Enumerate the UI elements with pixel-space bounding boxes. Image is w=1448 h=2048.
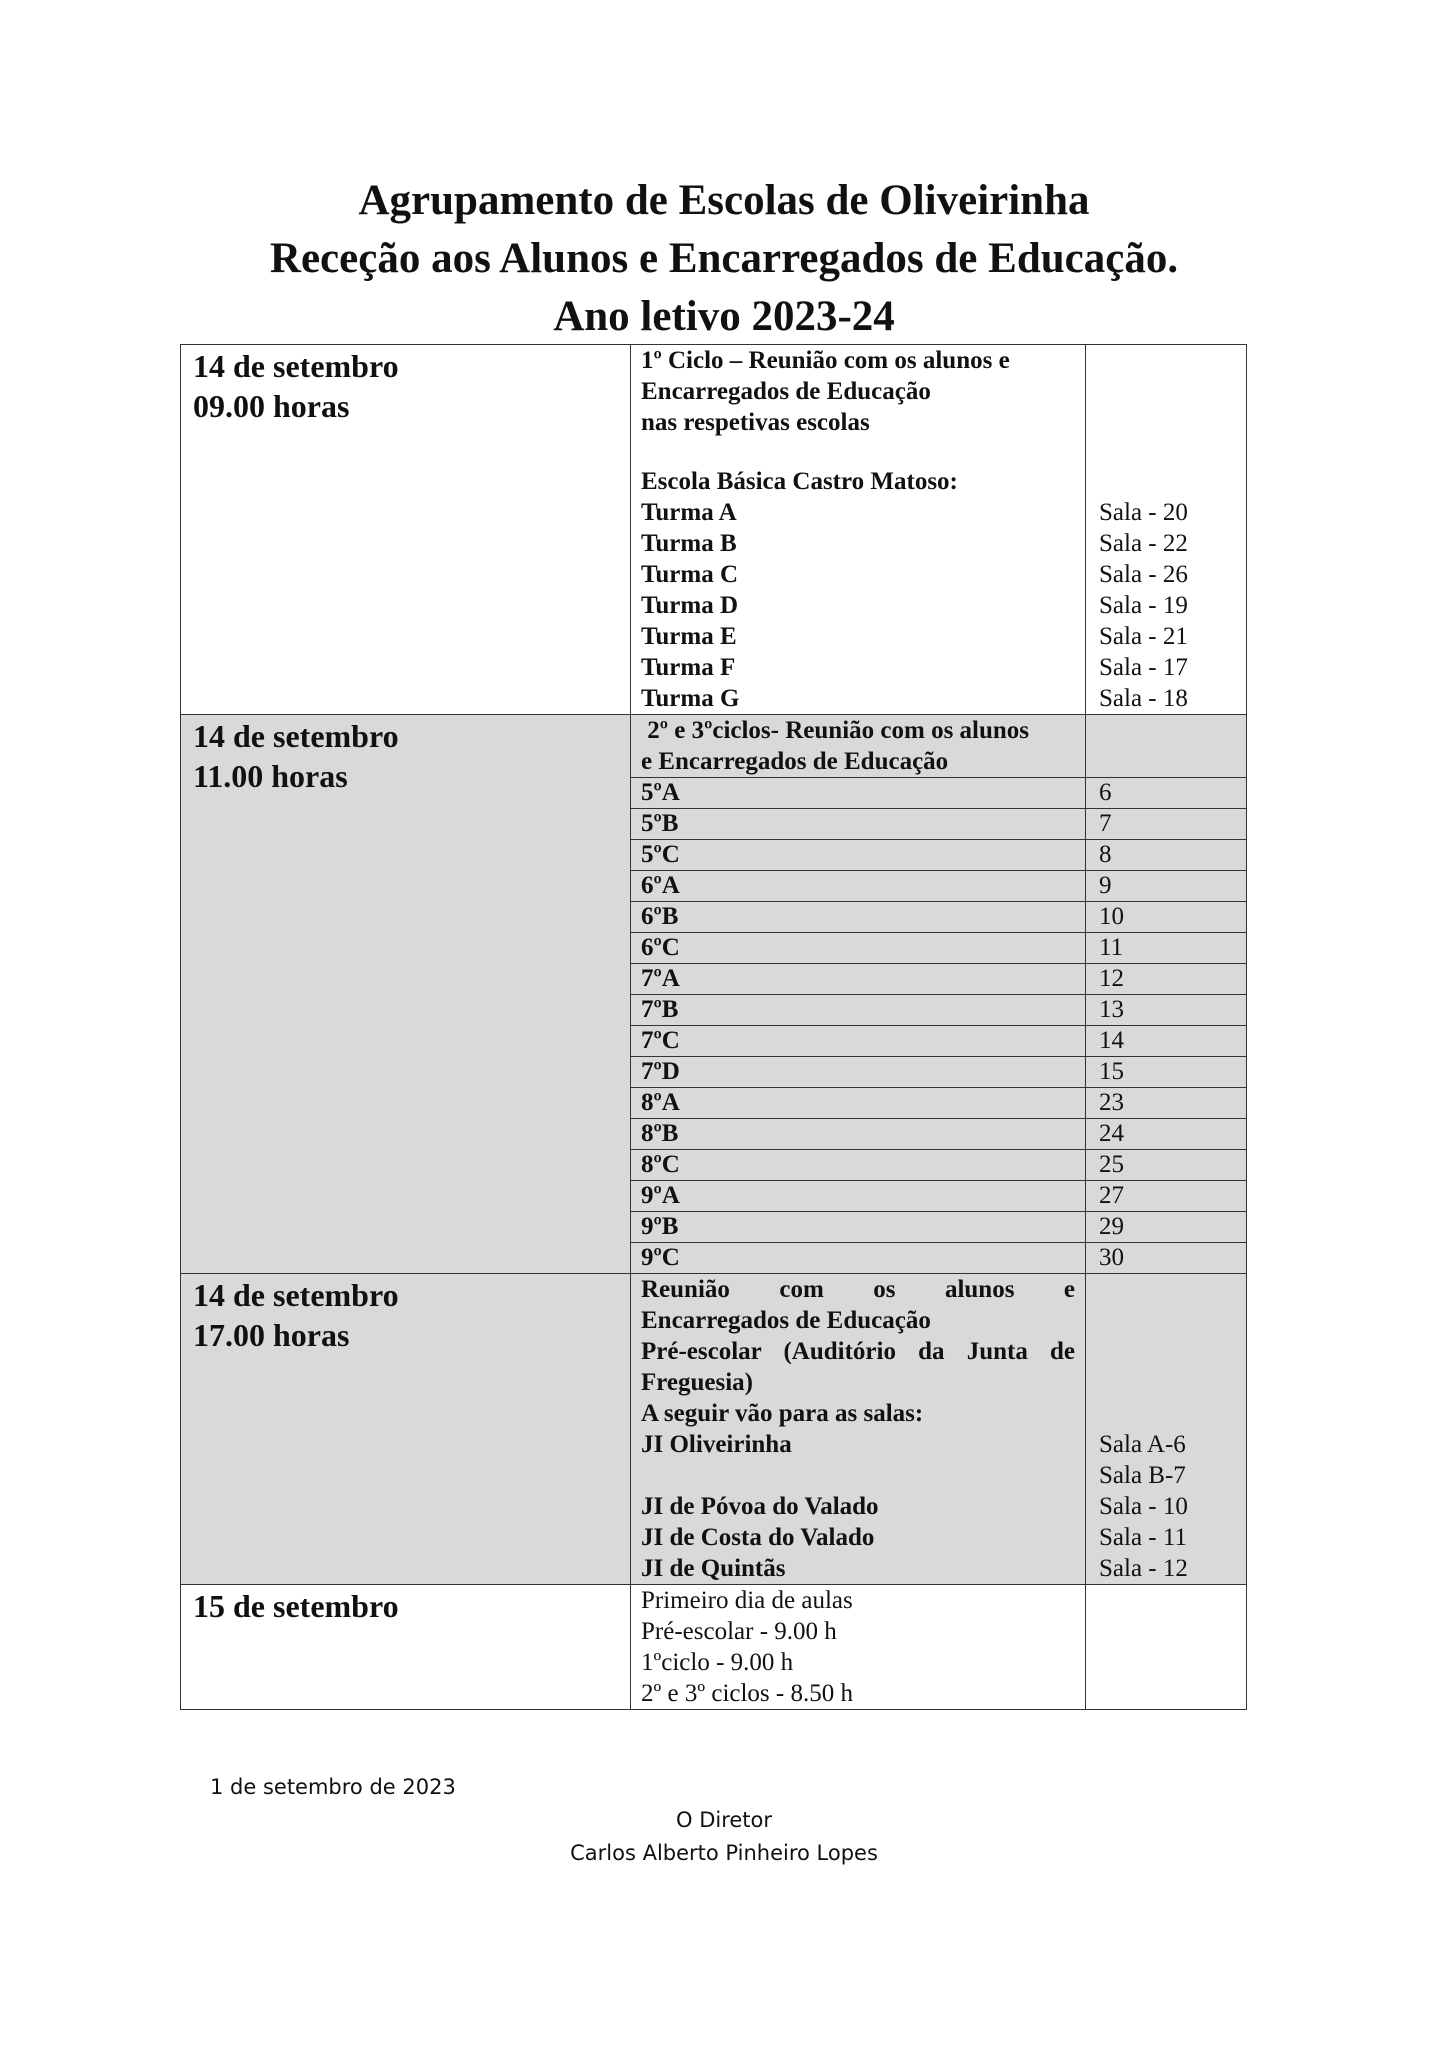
session-1-rooms	[1086, 345, 1247, 715]
class-name: 7ºC	[631, 1026, 1086, 1057]
session-4-line: Pré-escolar - 9.00 h	[641, 1618, 837, 1645]
session-3-desc-line: Pré-escolar (Auditório da Junta de	[641, 1338, 1075, 1365]
class-room: 27	[1086, 1181, 1247, 1212]
session-3-date: 14 de setembro	[193, 1277, 399, 1313]
class-name: 8ºC	[631, 1150, 1086, 1181]
class-room: 9	[1086, 871, 1247, 902]
sala-label: Sala - 22	[1099, 530, 1188, 557]
class-room: 30	[1086, 1243, 1247, 1274]
session-4-room	[1086, 1585, 1247, 1710]
class-room: 11	[1086, 933, 1247, 964]
sala-label: Sala B-7	[1099, 1462, 1186, 1489]
session-3-desc-line: Freguesia)	[641, 1369, 754, 1396]
session-2-description	[631, 715, 1086, 778]
session-2-header-room	[1086, 715, 1247, 778]
session-4-datetime	[181, 1585, 631, 1710]
session-2-desc-line: 2º e 3ºciclos- Reunião com os alunos	[641, 717, 1030, 744]
class-name: 6ºB	[631, 902, 1086, 933]
session-1-date: 14 de setembro	[193, 348, 399, 384]
class-room: 7	[1086, 809, 1247, 840]
class-room: 15	[1086, 1057, 1247, 1088]
class-name: 8ºA	[631, 1088, 1086, 1119]
session-2-datetime	[181, 715, 631, 1274]
sala-label: Sala - 21	[1099, 623, 1188, 650]
sala-label: Sala - 20	[1099, 499, 1188, 526]
turma-label: Turma E	[641, 623, 737, 650]
session-2-header-row	[181, 715, 1247, 778]
session-3-desc-line: Reunião com os alunos e	[641, 1276, 1075, 1303]
class-room: 10	[1086, 902, 1247, 933]
session-1-school: Escola Básica Castro Matoso:	[641, 468, 958, 495]
session-2-time: 11.00 horas	[193, 758, 348, 794]
session-3-row	[181, 1274, 1247, 1585]
session-3-rooms	[1086, 1274, 1247, 1585]
session-4-row	[181, 1585, 1247, 1710]
ji-name	[641, 1460, 1075, 1491]
document-date: 1 de setembro de 2023	[210, 1775, 456, 1799]
class-room: 24	[1086, 1119, 1247, 1150]
session-4-date: 15 de setembro	[193, 1588, 399, 1624]
class-name: 5ºC	[631, 840, 1086, 871]
school-year: Ano letivo 2023-24	[553, 293, 895, 340]
session-1-row	[181, 345, 1247, 715]
class-room: 8	[1086, 840, 1247, 871]
session-3-desc-line: Encarregados de Educação	[641, 1307, 931, 1334]
sala-label: Sala - 12	[1099, 1555, 1188, 1582]
session-1-description	[631, 345, 1086, 715]
class-name: 9ºB	[631, 1212, 1086, 1243]
sala-label: Sala - 11	[1099, 1524, 1187, 1551]
document-title: Agrupamento de Escolas de Oliveirinha	[358, 177, 1090, 224]
session-1-desc-line: Encarregados de Educação	[641, 378, 931, 405]
sala-label: Sala - 18	[1099, 685, 1188, 712]
class-name: 7ºA	[631, 964, 1086, 995]
class-name: 9ºC	[631, 1243, 1086, 1274]
turma-label: Turma F	[641, 654, 736, 681]
turma-label: Turma D	[641, 592, 739, 619]
class-room: 6	[1086, 778, 1247, 809]
ji-name: JI de Póvoa do Valado	[641, 1493, 879, 1520]
class-name: 9ºA	[631, 1181, 1086, 1212]
turma-label: Turma A	[641, 499, 737, 526]
session-3-datetime	[181, 1274, 631, 1585]
class-name: 7ºB	[631, 995, 1086, 1026]
turma-label: Turma B	[641, 530, 737, 557]
session-4-description	[631, 1585, 1086, 1710]
class-room: 12	[1086, 964, 1247, 995]
class-room: 13	[1086, 995, 1247, 1026]
class-name: 7ºD	[631, 1057, 1086, 1088]
session-4-line: Primeiro dia de aulas	[641, 1587, 853, 1614]
class-name: 8ºB	[631, 1119, 1086, 1150]
session-3-desc-line: A seguir vão para as salas:	[641, 1400, 924, 1427]
session-1-desc-line: 1º Ciclo – Reunião com os alunos e	[641, 347, 1010, 374]
session-1-desc-line: nas respetivas escolas	[641, 409, 870, 436]
session-4-line: 1ºciclo - 9.00 h	[641, 1649, 794, 1676]
ji-name: JI de Costa do Valado	[641, 1524, 875, 1551]
ji-name: JI Oliveirinha	[641, 1431, 792, 1458]
class-name: 6ºC	[631, 933, 1086, 964]
turma-label: Turma G	[641, 685, 740, 712]
class-name: 6ºA	[631, 871, 1086, 902]
class-room: 23	[1086, 1088, 1247, 1119]
session-3-description	[631, 1274, 1086, 1585]
class-name: 5ºB	[631, 809, 1086, 840]
session-1-time: 09.00 horas	[193, 388, 350, 424]
signatory-name: Carlos Alberto Pinheiro Lopes	[570, 1841, 878, 1865]
sala-label: Sala - 10	[1099, 1493, 1188, 1520]
session-1-datetime	[181, 345, 631, 715]
sala-label: Sala - 17	[1099, 654, 1188, 681]
sala-label: Sala - 19	[1099, 592, 1188, 619]
schedule-table	[180, 344, 1247, 1710]
sala-label: Sala A-6	[1099, 1431, 1186, 1458]
session-3-time: 17.00 horas	[193, 1317, 350, 1353]
document-subtitle: Receção aos Alunos e Encarregados de Educação.	[269, 235, 1179, 282]
ji-name: JI de Quintãs	[641, 1555, 786, 1582]
session-2-date: 14 de setembro	[193, 718, 399, 754]
session-2-desc-line: e Encarregados de Educação	[641, 748, 949, 775]
turma-label: Turma C	[641, 561, 739, 588]
class-room: 14	[1086, 1026, 1247, 1057]
class-name: 5ºA	[631, 778, 1086, 809]
class-room: 25	[1086, 1150, 1247, 1181]
class-room: 29	[1086, 1212, 1247, 1243]
session-4-line: 2º e 3º ciclos - 8.50 h	[641, 1680, 853, 1707]
sala-label: Sala - 26	[1099, 561, 1188, 588]
signatory-role: O Diretor	[675, 1808, 773, 1832]
